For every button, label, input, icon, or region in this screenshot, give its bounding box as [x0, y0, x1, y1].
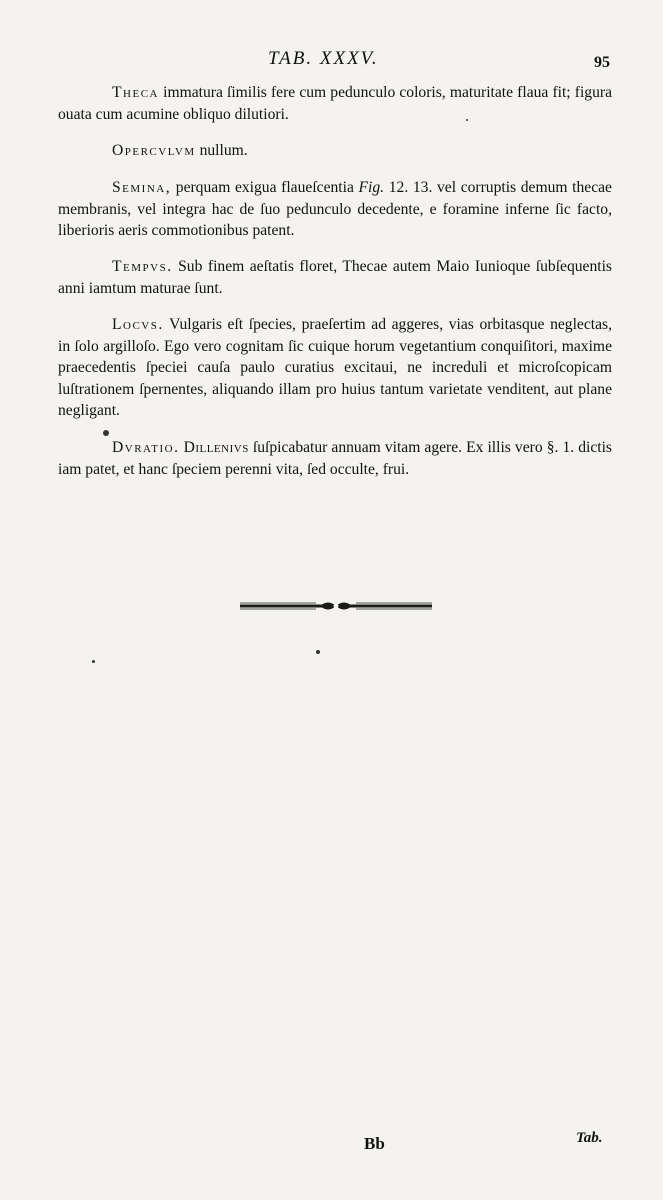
ink-speck [92, 660, 95, 663]
section-reference: §. 1. [546, 439, 575, 456]
paragraph-theca [58, 82, 612, 125]
term-theca: Theca [112, 84, 159, 101]
paragraph-locus [58, 314, 612, 422]
term-tempus: Tempvs. [112, 258, 173, 275]
page-number: 95 [594, 54, 610, 71]
text-semina-before: perquam exigua flaueſcentia [175, 179, 354, 196]
author-dillenius: Dillenivs [183, 439, 249, 456]
term-semina: Semina, [112, 179, 172, 196]
paragraph-operculum [58, 140, 612, 162]
text-duratio-after: dictis iam patet, et hanc ſpeciem perenni vita, ſed occulte, frui. [58, 439, 613, 478]
paragraph-duratio [58, 437, 612, 480]
term-operculum: Opercvlvm [112, 142, 196, 159]
text-semina-after: vel corruptis demum thecae membranis, vel integra hac de ſuo pedunculo decedente, e foramine inferne ſic facto, liberioris aeris commotionibus patent. [58, 179, 612, 239]
catchword: Tab. [576, 1130, 603, 1146]
ornament-divider [236, 598, 436, 614]
ink-speck [103, 430, 109, 436]
text-tempus: Sub finem aeſtatis floret, Thecae autem Maio Iunioque ſubſequentis anni iamtum maturae ſunt. [58, 258, 612, 297]
ink-speck [466, 119, 468, 121]
term-duratio: Dvratio. [112, 439, 180, 456]
text-theca: immatura ſimilis fere cum pedunculo coloris, maturitate flaua fit; figura ouata cum acumine obliquo dilutiori. [58, 84, 612, 123]
text-locus: Vulgaris eſt ſpecies, praeſertim ad aggeres, vias orbitasque neglectas, in ſolo argilloſo. Ego vero cognitam ſic cuique horum vegetantium conquiſitori, maxime praecedentis ſpeciei cauſa paulo curatius excitaui, ne increduli et microſcopicam luſtrationem ſpernentes, aliquando illam pro huius tantum varietate venditent, aut plane negligant. [58, 316, 612, 419]
plate-title: TAB. XXXV. [268, 48, 379, 69]
page-header [0, 48, 663, 72]
text-operculum: nullum. [199, 142, 248, 159]
signature-mark: Bb [364, 1134, 385, 1153]
ink-speck [316, 650, 320, 654]
paragraph-tempus [58, 256, 612, 299]
paragraph-semina [58, 177, 612, 242]
term-locus: Locvs. [112, 316, 164, 333]
figure-reference: Fig. [358, 179, 385, 196]
text-duratio-before: ſuſpicabatur annuam vitam agere. Ex illis vero [252, 439, 543, 456]
figure-numbers: 12. 13. [388, 179, 433, 196]
